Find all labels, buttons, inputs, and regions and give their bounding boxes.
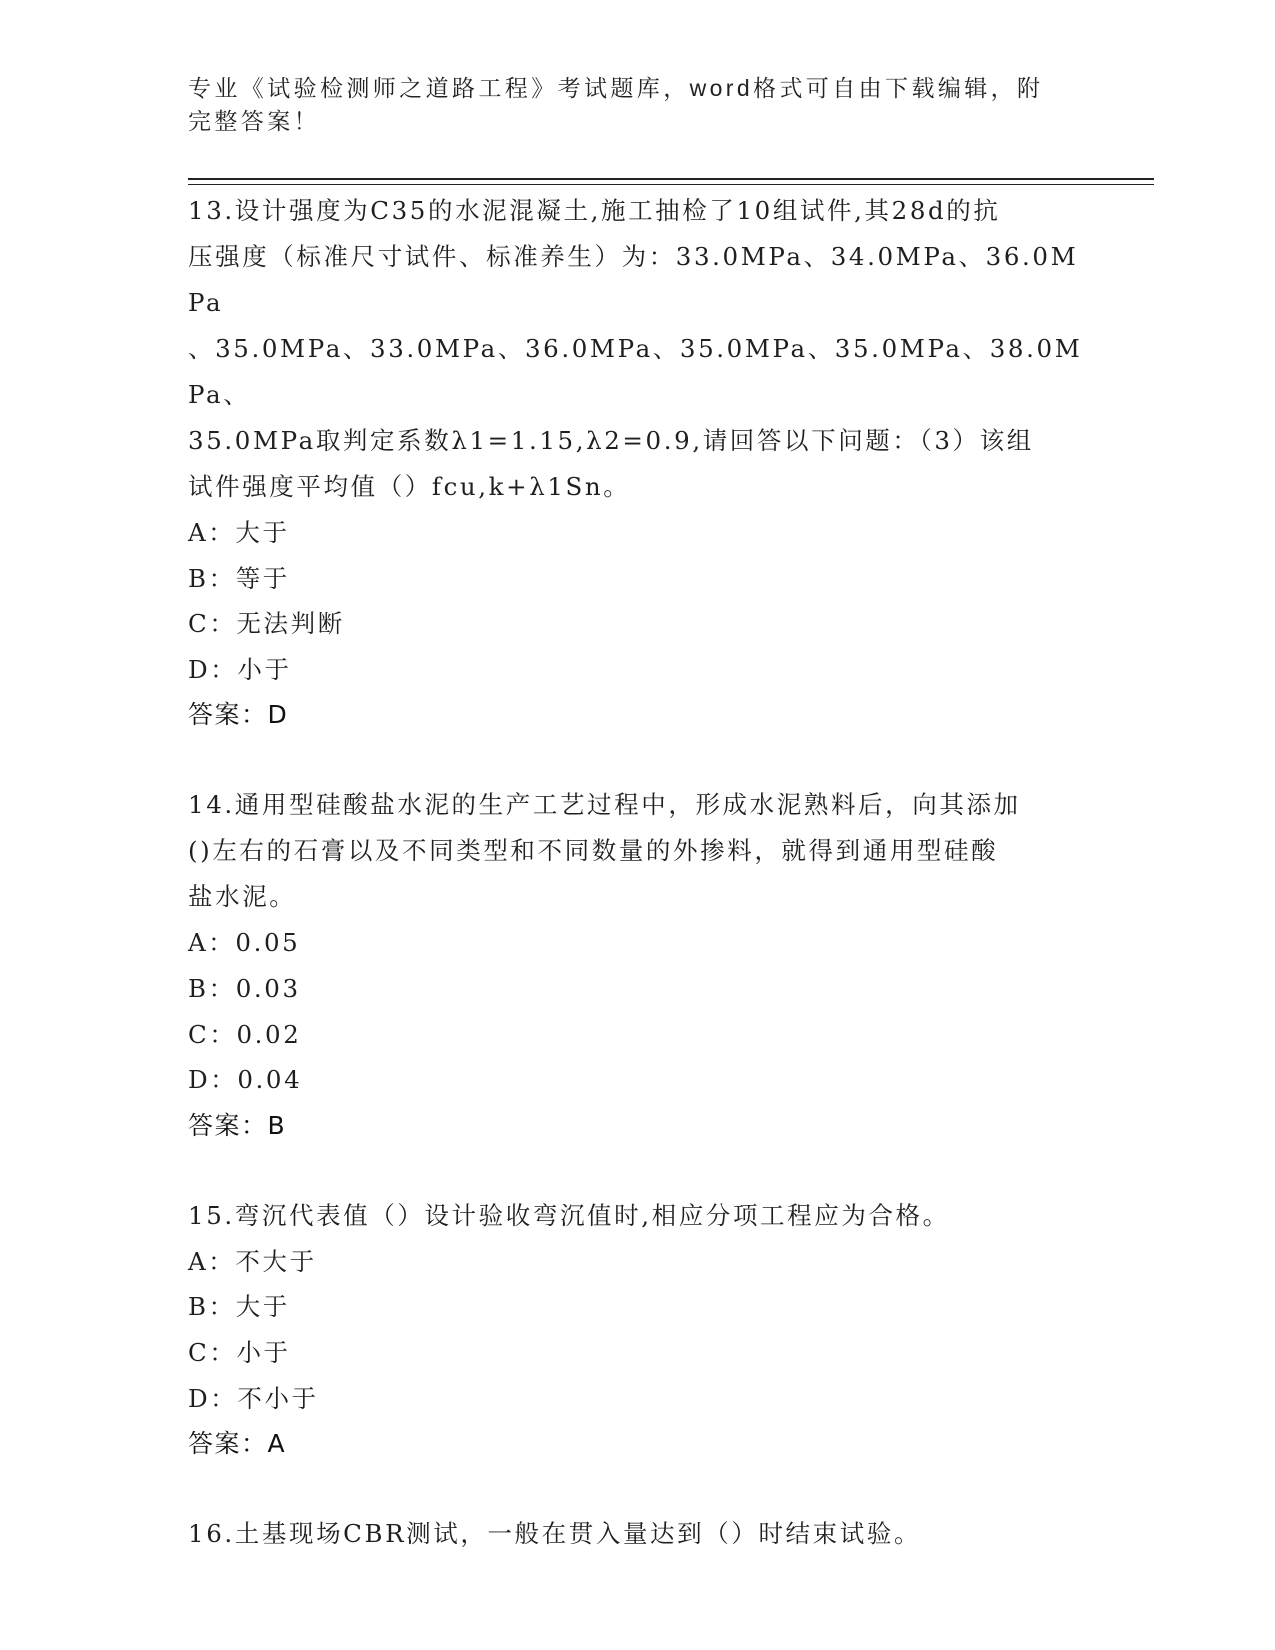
- option-c: C：0.02: [188, 1019, 302, 1049]
- question-text-line: ()左右的石膏以及不同类型和不同数量的外掺料，就得到通用型硅酸: [188, 836, 999, 866]
- option-c: C：无法判断: [188, 609, 345, 639]
- option-b: B：0.03: [188, 973, 301, 1003]
- question-text-line: 14.通用型硅酸盐水泥的生产工艺过程中，形成水泥熟料后，向其添加: [188, 790, 1021, 820]
- question-text-line: 试件强度平均值（）fcu,k+λ1Sn。: [188, 472, 631, 501]
- spacer: [188, 737, 1088, 782]
- option-d: D：小于: [188, 654, 292, 684]
- question-text-line: 、35.0MPa、33.0MPa、36.0MPa、35.0MPa、35.0MPa、38.0MPa、: [188, 334, 1083, 409]
- answer: 答案：A: [188, 1429, 287, 1459]
- question-text-line: 15.弯沉代表值（）设计验收弯沉值时,相应分项工程应为合格。: [188, 1200, 950, 1230]
- spacer: [188, 1466, 1088, 1511]
- document-header: 专业《试验检测师之道路工程》考试题库，word格式可自由下载编辑，附完整答案！: [188, 75, 1044, 134]
- question-14: [188, 782, 1088, 1147]
- option-b: B：大于: [188, 1292, 290, 1322]
- option-b: B：等于: [188, 563, 290, 593]
- question-text-line: 盐水泥。: [188, 882, 297, 912]
- option-d: D：不小于: [188, 1383, 319, 1413]
- question-text-line: 16.土基现场CBR测试，一般在贯入量达到（）时结束试验。: [188, 1519, 922, 1549]
- option-d: D：0.04: [188, 1065, 303, 1095]
- question-list: [188, 188, 1088, 1557]
- question-text-line: 13.设计强度为C35的水泥混凝土,施工抽检了10组试件,其28d的抗: [188, 196, 1001, 225]
- answer: 答案：D: [188, 700, 289, 730]
- question-16: [188, 1511, 1088, 1557]
- question-13: [188, 188, 1088, 737]
- answer: 答案：B: [188, 1110, 287, 1140]
- option-a: A：0.05: [188, 928, 301, 958]
- question-text-line: 压强度（标准尺寸试件、标准养生）为：33.0MPa、34.0MPa、36.0MPa: [188, 242, 1079, 317]
- question-text-line: 35.0MPa取判定系数λ1=1.15,λ2=0.9,请回答以下问题：（3）该组: [188, 426, 1034, 455]
- option-c: C：小于: [188, 1337, 291, 1367]
- question-15: [188, 1193, 1088, 1466]
- header-divider-thin: [188, 184, 1154, 185]
- spacer: [188, 1148, 1088, 1193]
- option-a: A：不大于: [188, 1246, 317, 1276]
- option-a: A：大于: [188, 518, 290, 547]
- header-divider-thick: [188, 178, 1154, 180]
